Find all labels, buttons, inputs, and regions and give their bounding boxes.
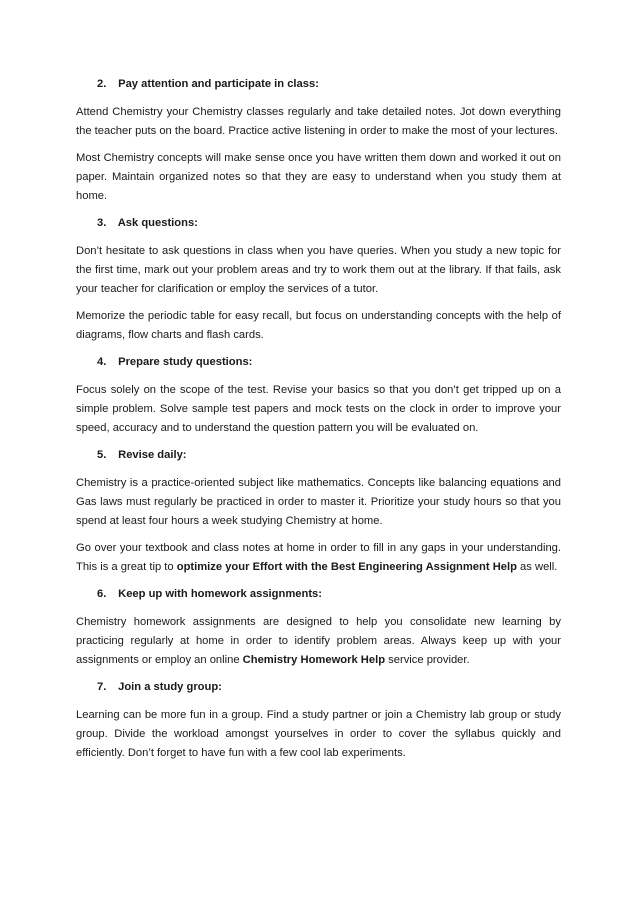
paragraph: Don’t hesitate to ask questions in class when you have queries. When you study a new topic for the first time, mark out your problem areas and try to work them out at the library. If that fails, ask your teacher for clarification or employ the services of a tutor. [76, 245, 561, 295]
paragraph-text: service provider. [385, 654, 470, 666]
paragraph-text: as well. [516, 561, 558, 573]
section-number: 5. [97, 449, 107, 461]
section-title: Prepare study questions: [118, 356, 253, 368]
section-title: Join a study group: [118, 681, 222, 693]
bold-phrase: Chemistry Homework Help [242, 654, 386, 666]
section-title: Revise daily: [118, 449, 187, 461]
paragraph: Learning can be more fun in a group. Find a study partner or join a Chemistry lab group or study group. Divide the workload amongst yourselves in order to cover the syllabus quickly and efficiently. Don’t forget to have fun with a few cool lab experiments. [76, 709, 561, 759]
section-heading [97, 353, 561, 372]
paragraph-with-link [76, 613, 561, 670]
section-heading [97, 75, 561, 94]
paragraph: Chemistry is a practice-oriented subject like mathematics. Concepts like balancing equations and Gas laws must regularly be practiced in order to master it. Prioritize your study hours so that you spend at least four hours a week studying Chemistry at home. [76, 477, 561, 527]
section-title: Ask questions: [117, 217, 198, 229]
section-number: 4. [97, 356, 107, 368]
section-heading [97, 446, 561, 465]
paragraph-with-link [76, 539, 561, 577]
paragraph-text: Chemistry homework assignments are designed to help you consolidate new learning by practicing regularly at home in order to identify problem areas. Always keep up with your assignments or employ an online [76, 616, 561, 666]
document-page [76, 75, 561, 771]
paragraph: Memorize the periodic table for easy recall, but focus on understanding concepts with the help of diagrams, flow charts and flash cards. [76, 310, 561, 341]
paragraph: Most Chemistry concepts will make sense once you have written them down and worked it out on paper. Maintain organized notes so that they are easy to understand when you study them at home. [76, 152, 561, 202]
section-heading [97, 585, 561, 604]
paragraph: Attend Chemistry your Chemistry classes regularly and take detailed notes. Jot down everything the teacher puts on the board. Practice active listening in order to make the most of your lectures. [76, 106, 561, 137]
section-number: 7. [97, 681, 107, 693]
section-title: Pay attention and participate in class: [118, 78, 319, 90]
section-number: 3. [97, 217, 107, 229]
paragraph-text: Go over your textbook and class notes at home in order to fill in any gaps in your understanding. This is a great tip to [76, 542, 561, 573]
paragraph: Focus solely on the scope of the test. Revise your basics so that you don’t get tripped up on a simple problem. Solve sample test papers and mock tests on the clock in order to improve your speed, accuracy and to understand the question pattern you will be evaluated on. [76, 384, 561, 434]
section-number: 6. [97, 588, 107, 600]
section-title: Keep up with homework assignments: [118, 588, 323, 600]
section-number: 2. [97, 78, 107, 90]
bold-phrase: optimize your Effort with the Best Engineering Assignment Help [176, 561, 517, 573]
section-heading [97, 214, 561, 233]
section-heading [97, 678, 561, 697]
